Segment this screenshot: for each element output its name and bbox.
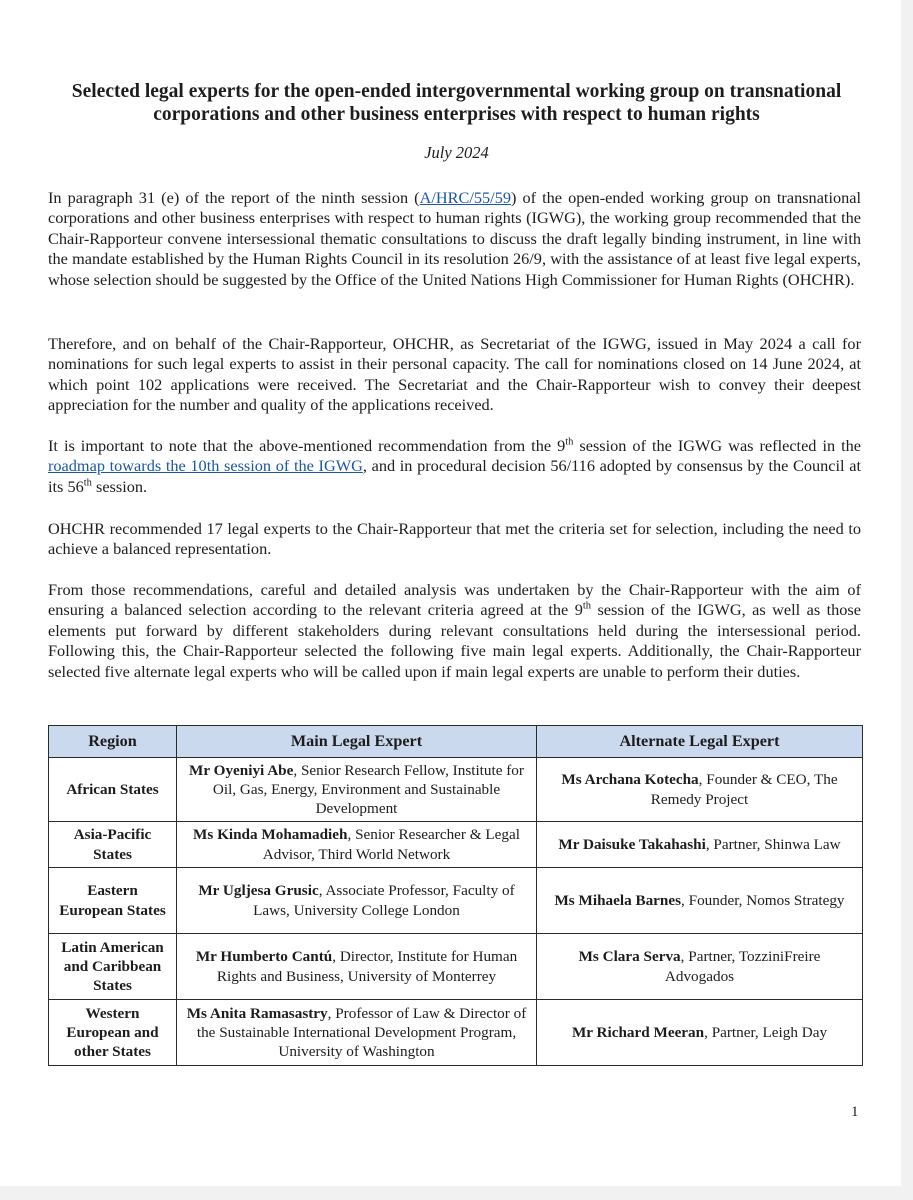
page-number: 1 <box>851 1104 859 1120</box>
alternate-expert-desc: , Partner, Shinwa Law <box>705 835 841 853</box>
roadmap-link[interactable]: roadmap towards the 10th session of the IGWG <box>48 456 363 476</box>
document-date: July 2024 <box>424 143 489 162</box>
alternate-expert-desc: , Partner, TozziniFreire Advogados <box>664 948 821 985</box>
legal-experts-table <box>48 725 863 1066</box>
alternate-expert-desc: , Partner, Leigh Day <box>704 1023 828 1041</box>
main-expert-cell <box>177 1000 537 1066</box>
paragraph-4: OHCHR recommended 17 legal experts to the Chair-Rapporteur that met the criteria set for selection, including the need to achieve a balanced representation. <box>48 519 861 559</box>
para5-sup: th <box>582 600 592 612</box>
header-alternate-expert: Alternate Legal Expert <box>537 726 863 758</box>
para3-sup-1: th <box>565 436 574 448</box>
para3-sup-2: th <box>83 477 92 489</box>
main-expert-name: Mr Ugljesa Grusic <box>198 882 319 900</box>
para1-text-after: ) of the open-ended working group on transnational corporations and other business enterprises with respect to human rights (IGWG), the working group recommended that the Chair-Rapporteur convene intersessional thematic consultations to discuss the draft legally binding instrument, in line with the mandate established by the Human Rights Council in its resolution 26/9, with the assistance of at least five legal experts, whose selection should be suggested by the Office of the United Nations High Commissioner for Human Rights (OHCHR). <box>48 188 861 289</box>
table-header-row <box>49 726 863 758</box>
para3-text-4: session. <box>91 476 148 496</box>
main-expert-name: Mr Humberto Cantú <box>195 948 333 966</box>
paragraph-5 <box>48 580 861 682</box>
main-expert-cell <box>177 758 537 822</box>
main-expert-cell <box>177 934 537 1000</box>
table-row <box>49 868 863 934</box>
para5-text-1: From those recommendations, careful and detailed analysis was undertaken by the Chair-Rapporteur with the aim of ensuring a balanced selection according to the relevant criteria agreed at the 9 <box>48 580 861 620</box>
main-expert-name: Mr Oyeniyi Abe <box>189 761 294 779</box>
header-main-expert: Main Legal Expert <box>177 726 537 758</box>
table-row <box>49 934 863 1000</box>
para3-text-1: It is important to note that the above-mentioned recommendation from the 9 <box>48 436 566 455</box>
alternate-expert-name: Mr Richard Meeran <box>571 1023 705 1041</box>
paragraph-1 <box>48 188 861 290</box>
para3-text-3: , and in procedural decision 56/116 adopted by consensus by the Council at its 56 <box>48 456 861 496</box>
main-expert-cell <box>177 868 537 934</box>
main-expert-name: Ms Kinda Mohamadieh <box>193 826 348 844</box>
table-row <box>49 758 863 822</box>
alternate-expert-cell <box>537 868 863 934</box>
alternate-expert-name: Ms Archana Kotecha <box>561 771 699 789</box>
region-cell: Western European and other States <box>49 1000 177 1066</box>
alternate-expert-cell <box>537 758 863 822</box>
para3-text-2: session of the IGWG was reflected in the <box>573 436 861 455</box>
para5-text-2: session of the IGWG, as well as those elements put forward by different stakeholders during relevant consultations held during the intersessional period. Following this, the Chair-Rapporteur selected the following five main legal experts. Additionally, the Chair-Rapporteur selected five alternate legal experts who will be called upon if main legal experts are unable to perform their duties. <box>48 600 861 681</box>
alternate-expert-desc: , Founder & CEO, The Remedy Project <box>650 771 838 808</box>
main-expert-cell <box>177 822 537 868</box>
alternate-expert-name: Ms Clara Serva <box>578 948 681 966</box>
region-cell: Eastern European States <box>49 868 177 934</box>
alternate-expert-name: Ms Mihaela Barnes <box>554 891 682 909</box>
header-region: Region <box>49 726 177 758</box>
main-expert-desc: , Senior Research Fellow, Institute for Oil, Gas, Energy, Environment and Sustainable Development <box>212 761 524 818</box>
main-expert-desc: , Associate Professor, Faculty of Laws, University College London <box>253 882 515 919</box>
table-row <box>49 1000 863 1066</box>
main-expert-desc: , Professor of Law & Director of the Sustainable International Development Program, University of Washington <box>196 1004 527 1061</box>
alternate-expert-cell <box>537 934 863 1000</box>
main-expert-desc: , Senior Researcher & Legal Advisor, Third World Network <box>262 826 520 863</box>
region-cell: Asia-Pacific States <box>49 822 177 868</box>
alternate-expert-name: Mr Daisuke Takahashi <box>558 835 706 853</box>
paragraph-2: Therefore, and on behalf of the Chair-Rapporteur, OHCHR, as Secretariat of the IGWG, issued in May 2024 a call for nominations for such legal experts to assist in their personal capacity. The call for nominations closed on 14 June 2024, at which point 102 applications were received. The Secretariat and the Chair-Rapporteur wish to convey their deepest appreciation for the number and quality of the applications received. <box>48 334 861 415</box>
paragraph-3 <box>48 436 861 497</box>
alternate-expert-cell <box>537 1000 863 1066</box>
alternate-expert-cell <box>537 822 863 868</box>
alternate-expert-desc: , Founder, Nomos Strategy <box>681 891 845 909</box>
main-expert-name: Ms Anita Ramasastry <box>186 1004 328 1022</box>
region-cell: Latin American and Caribbean States <box>49 934 177 1000</box>
region-cell: African States <box>49 758 177 822</box>
para1-text-before: In paragraph 31 (e) of the report of the ninth session ( <box>48 188 420 207</box>
report-link[interactable]: A/HRC/55/59 <box>419 188 511 207</box>
document-title: Selected legal experts for the open-ended intergovernmental working group on transnational corporations and other business enterprises with respect to human rights <box>71 81 842 125</box>
main-expert-desc: , Director, Institute for Human Rights and Business, University of Monterrey <box>216 948 518 985</box>
table-row <box>49 822 863 868</box>
